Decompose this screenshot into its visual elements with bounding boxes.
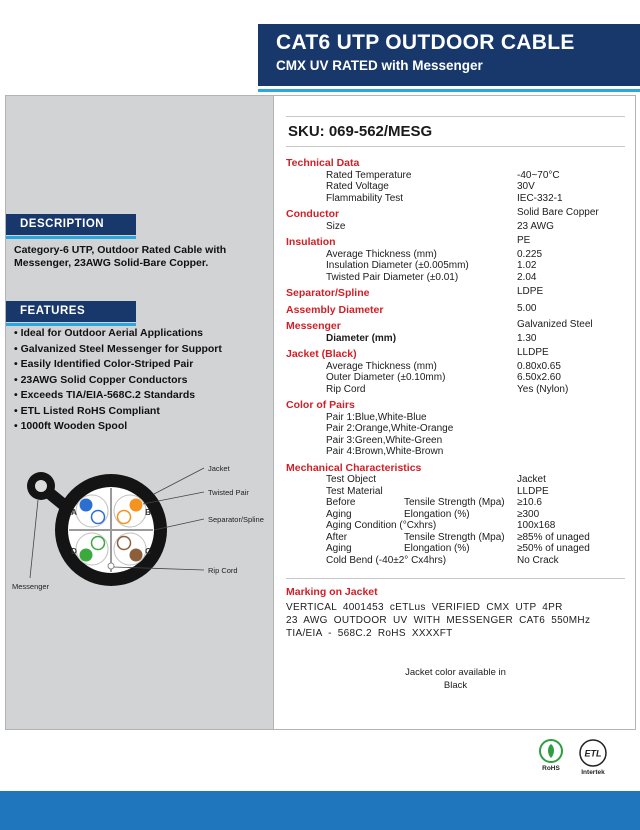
features-list [14, 326, 222, 435]
pair-b-circle [114, 495, 146, 527]
spec-row [286, 555, 625, 567]
spec-sublabel: Tensile Strength (Mpa) [404, 497, 505, 508]
spec-label: Test Object [326, 474, 377, 485]
spec-label: Rated Voltage [326, 181, 389, 192]
messenger-core [35, 480, 47, 492]
spec-value: No Crack [517, 554, 559, 566]
spec-label: Pair 4:Brown,White-Brown [326, 446, 444, 457]
page-subtitle: CMX UV RATED with Messenger [276, 58, 483, 73]
feature-item: • Galvanized Steel Messenger for Support [14, 342, 222, 358]
spec-value: 2.04 [517, 271, 537, 283]
spec-section-heading: Insulation [286, 236, 336, 248]
spec-value: ≥85% of unaged [517, 531, 590, 543]
spec-row [286, 333, 625, 345]
spec-sublabel: Elongation (%) [404, 543, 470, 554]
spec-section-value: Galvanized Steel [517, 319, 593, 330]
spec-row [286, 361, 625, 373]
spec-section [286, 398, 625, 458]
etl-logo-label: Intertek [581, 769, 605, 776]
spec-label: Outer Diameter (±0.10mm) [326, 372, 446, 383]
spec-value: IEC-332-1 [517, 192, 563, 204]
spec-row [286, 249, 625, 261]
twisted-pair-label: Twisted Pair [208, 488, 249, 497]
spec-value: LLDPE [517, 485, 549, 497]
spec-section-heading: Mechanical Characteristics [286, 461, 422, 474]
spec-row [286, 221, 625, 233]
spec-heading-row [286, 461, 625, 475]
spec-heading-row [286, 235, 625, 249]
spec-value: 1.02 [517, 260, 537, 271]
pair-a-solid-wire [80, 499, 93, 512]
spec-label: Average Thickness (mm) [326, 360, 437, 372]
rip-cord-dot [108, 563, 114, 569]
spec-row [286, 372, 625, 384]
pair-letter-a: A [71, 508, 77, 517]
rip-cord-label: Rip Cord [208, 566, 238, 575]
left-panel [6, 96, 273, 729]
spec-value: 100x168 [517, 520, 556, 531]
etl-logo-text: ETL [584, 748, 602, 759]
spec-row [286, 272, 625, 284]
pair-b-stripe-wire [118, 511, 131, 524]
jacket-color-note [286, 666, 625, 692]
spec-section-value: PE [517, 235, 531, 246]
bottom-blue-bar [0, 791, 640, 830]
spec-label: Aging [326, 543, 352, 554]
marking-heading: Marking on Jacket [286, 586, 378, 598]
spec-row [286, 412, 625, 424]
messenger-leader-line [30, 500, 38, 578]
pair-d-solid-wire [80, 549, 93, 562]
spec-row [286, 446, 625, 458]
sku-label: SKU: 069-562/MESG [288, 123, 433, 140]
messenger-label: Messenger [12, 582, 50, 591]
spec-section [286, 286, 625, 300]
jacket-color-note-line2: Black [443, 680, 468, 691]
spec-label: Pair 1:Blue,White-Blue [326, 411, 427, 423]
spec-heading-row [286, 398, 625, 412]
pair-letter-d: D [71, 547, 77, 556]
spec-value: ≥300 [517, 508, 540, 520]
spec-section-value: Solid Bare Copper [517, 207, 599, 218]
spec-row [286, 520, 625, 532]
rohs-logo-icon [538, 738, 564, 764]
spec-row [286, 497, 625, 509]
spec-label: After [326, 531, 348, 543]
feature-item: • 23AWG Solid Copper Conductors [14, 373, 222, 389]
spec-row [286, 543, 625, 555]
feature-item: • 1000ft Wooden Spool [14, 419, 222, 435]
spec-section [286, 461, 625, 567]
spec-section [286, 347, 625, 395]
marking-line-1: VERTICAL 4001453 cETLus VERIFIED CMX UTP 4PR [286, 602, 563, 613]
features-heading [6, 301, 136, 322]
spec-row [286, 384, 625, 396]
spec-section-heading: Technical Data [286, 157, 360, 169]
spec-row [286, 435, 625, 447]
spec-label: Diameter (mm) [326, 332, 397, 344]
feature-item: • Ideal for Outdoor Aerial Applications [14, 326, 222, 342]
pair-a-stripe-wire [92, 511, 105, 524]
spec-row [286, 474, 625, 486]
spec-table [286, 156, 625, 566]
feature-item: • Easily Identified Color-Striped Pair [14, 357, 222, 373]
spec-row [286, 260, 625, 272]
jacket-leader-line [154, 468, 204, 494]
spec-value: 1.30 [517, 332, 537, 344]
spec-value: Yes (Nylon) [517, 383, 569, 395]
spec-row [286, 193, 625, 205]
jacket-color-note-line1: Jacket color available in [405, 667, 506, 678]
spec-row [286, 423, 625, 435]
spec-heading-row [286, 207, 625, 221]
spec-label: Pair 2:Orange,White-Orange [326, 423, 454, 434]
spec-label: Insulation Diameter (±0.005mm) [326, 260, 469, 271]
spec-section-heading: Jacket (Black) [286, 348, 357, 360]
spec-row [286, 170, 625, 182]
spec-heading-row [286, 286, 625, 300]
spec-section-heading: Messenger [286, 320, 341, 332]
pair-c-circle [114, 533, 146, 565]
description-heading-label: DESCRIPTION [20, 218, 105, 230]
jacket-label: Jacket [208, 464, 230, 473]
header-banner [258, 24, 640, 86]
spec-label: Before [326, 497, 356, 508]
spec-value: 23 AWG [517, 220, 554, 232]
features-heading-label: FEATURES [20, 305, 86, 317]
pair-d-stripe-wire [92, 537, 105, 550]
header-accent-line [258, 89, 640, 92]
spec-label: Aging Condition (°Cxhrs) [326, 520, 437, 531]
feature-item: • Exceeds TIA/EIA-568C.2 Standards [14, 388, 222, 404]
spec-row [286, 486, 625, 498]
description-text: Category-6 UTP, Outdoor Rated Cable with Messenger, 23AWG Solid-Bare Copper. [14, 244, 227, 269]
spec-section [286, 319, 625, 344]
marking-line-2: 23 AWG OUTDOOR UV WITH MESSENGER CAT6 550MHz [286, 615, 591, 626]
spec-label: Twisted Pair Diameter (±0.01) [326, 271, 459, 283]
spec-label: Aging [326, 508, 352, 520]
rohs-logo-label: RoHS [542, 765, 560, 772]
spec-row [286, 532, 625, 544]
right-panel [273, 96, 635, 729]
spec-value: 0.80x0.65 [517, 360, 561, 372]
etl-logo [578, 738, 608, 776]
certification-logos [538, 738, 608, 776]
feature-item: • ETL Listed RoHS Compliant [14, 404, 222, 420]
spec-label: Rated Temperature [326, 169, 412, 181]
spec-section-heading: Conductor [286, 208, 340, 220]
content-frame [5, 95, 636, 730]
spec-section [286, 156, 625, 204]
spec-row [286, 181, 625, 193]
spec-section-value: LDPE [517, 286, 544, 297]
spec-label: Pair 3:Green,White-Green [326, 434, 443, 446]
spec-value: ≥50% of unaged [517, 543, 590, 554]
pair-c-stripe-wire [118, 537, 131, 550]
spec-label: Rip Cord [326, 383, 366, 395]
spec-sublabel: Tensile Strength (Mpa) [404, 531, 505, 543]
spec-row [286, 509, 625, 521]
description-heading [6, 214, 136, 235]
marking-section [286, 578, 625, 640]
spec-section-value: LLDPE [517, 347, 549, 358]
spec-value: 0.225 [517, 248, 543, 260]
etl-logo-icon [578, 738, 608, 768]
spec-section [286, 207, 625, 232]
pair-c-solid-wire [130, 549, 143, 562]
separator-spline-label: Separator/Spline [208, 515, 264, 524]
spec-label: Test Material [326, 485, 383, 497]
spec-heading-row [286, 303, 625, 317]
spec-section-heading: Separator/Spline [286, 287, 370, 299]
pair-b-solid-wire [130, 499, 143, 512]
spec-value: Jacket [517, 474, 546, 485]
spec-label: Average Thickness (mm) [326, 248, 437, 260]
pair-letter-b: B [145, 508, 151, 517]
spec-value: ≥10.6 [517, 497, 542, 508]
pair-d-circle [76, 533, 108, 565]
pair-a-circle [76, 495, 108, 527]
cable-cross-section-diagram [8, 446, 273, 616]
spec-label: Flammability Test [326, 192, 404, 204]
pair-letter-c: C [145, 547, 151, 556]
page-title: CAT6 UTP OUTDOOR CABLE [276, 31, 575, 54]
spec-section [286, 303, 625, 317]
spec-heading-row [286, 156, 625, 170]
spec-section-heading: Color of Pairs [286, 399, 355, 411]
spec-section-heading: Assembly Diameter [286, 303, 384, 316]
rohs-logo [538, 738, 564, 772]
marking-line-3: TIA/EIA - 568C.2 RoHS XXXXFT [286, 628, 453, 639]
sku-heading [286, 116, 625, 147]
spec-heading-row [286, 319, 625, 333]
spec-sublabel: Elongation (%) [404, 508, 470, 520]
spec-section-value: 5.00 [517, 302, 537, 314]
spec-label: Cold Bend (-40±2° Cx4hrs) [326, 554, 447, 566]
spec-value: 6.50x2.60 [517, 372, 561, 383]
spec-label: Size [326, 220, 346, 232]
spec-value: 30V [517, 181, 535, 192]
spec-heading-row [286, 347, 625, 361]
spec-value: -40~70°C [517, 169, 560, 181]
spec-section [286, 235, 625, 283]
